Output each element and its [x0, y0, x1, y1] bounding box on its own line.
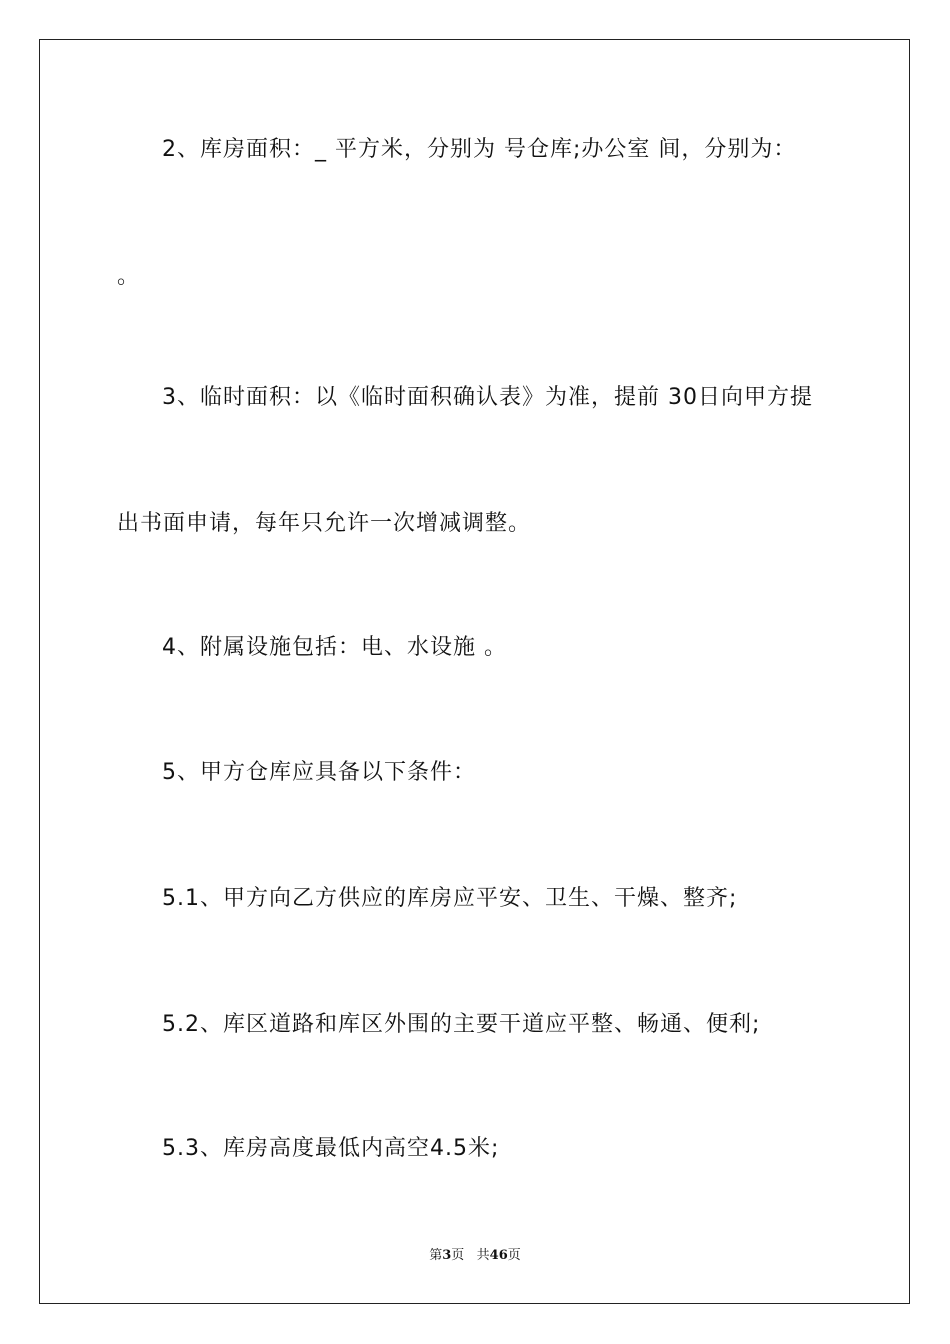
footer-page-current: 3	[442, 1248, 452, 1263]
paragraph-2-line-2: 。	[117, 264, 141, 289]
paragraph-4: 4、附属设施包括：电、水设施 。	[162, 635, 507, 660]
paragraph-5-2: 5.2、库区道路和库区外围的主要干道应平整、畅通、便利;	[162, 1012, 761, 1037]
footer-page-total: 46	[489, 1248, 508, 1263]
footer-page-suffix: 页	[507, 1248, 521, 1263]
paragraph-5: 5、甲方仓库应具备以下条件：	[162, 760, 476, 785]
footer-page-prefix: 第	[429, 1248, 443, 1263]
footer-page-mid: 页 共	[451, 1248, 490, 1263]
page-footer	[0, 1247, 950, 1265]
page-border	[39, 39, 910, 1304]
paragraph-5-1: 5.1、甲方向乙方供应的库房应平安、卫生、干燥、整齐;	[162, 886, 738, 911]
paragraph-3-line-2: 出书面申请，每年只允许一次增减调整。	[117, 511, 532, 536]
paragraph-2-line-1: 2、库房面积：_ 平方米，分别为 号仓库;办公室 间，分别为：	[162, 137, 797, 162]
paragraph-5-3: 5.3、库房高度最低内高空4.5米;	[162, 1136, 500, 1161]
paragraph-3-line-1: 3、临时面积：以《临时面积确认表》为准，提前 30日向甲方提	[162, 385, 813, 410]
